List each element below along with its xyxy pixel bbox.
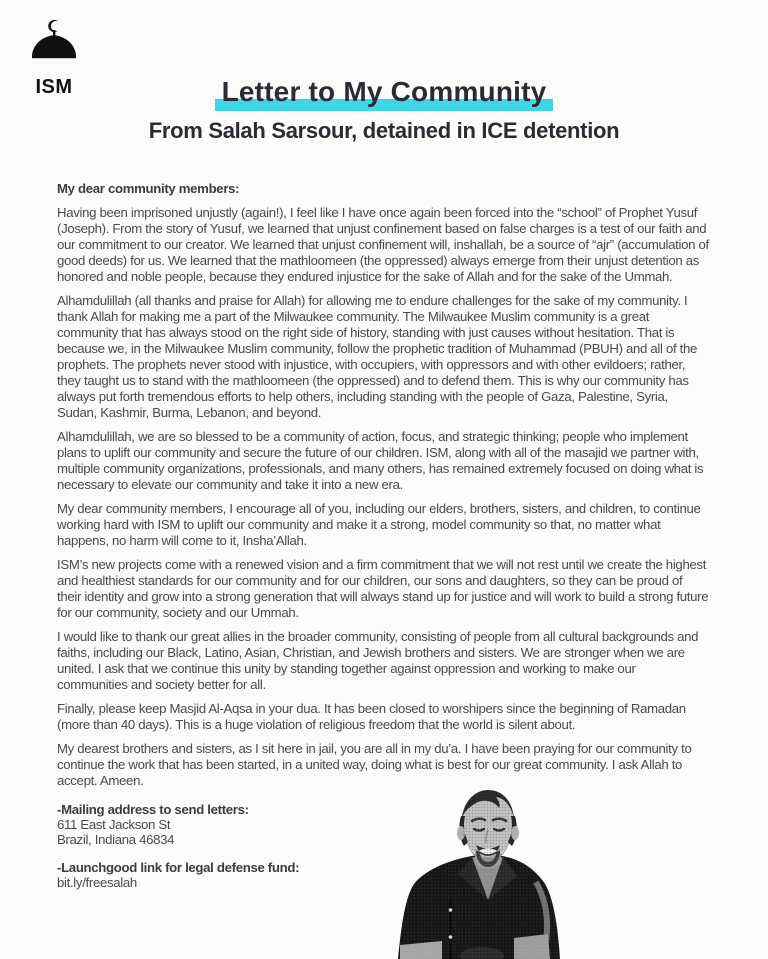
letter-paragraph: My dearest brothers and sisters, as I sit here in jail, you are all in my du’a. I have been praying for our community to continue the work that has been started, in a united way, doing what is best for our great community. I ask Allah to accept. Ameen. bbox=[57, 741, 692, 788]
crescent-icon bbox=[47, 19, 61, 37]
portrait-photo-graphic bbox=[396, 788, 562, 959]
mailing-address-line: 611 East Jackson St bbox=[57, 816, 171, 832]
page-subtitle: From Salah Sarsour, detained in ICE detention bbox=[148, 118, 620, 143]
letter-paragraph: Alhamdulillah, we are so blessed to be a community of action, focus, and strategic thinking; people who implement plans to uplift our community and secure the future of our children. ISM, along with all of the masajid we partner with, multiple community organizations, professionals, and many others, has remained extremely focused on doing what is necessary to elevate our community and take it into a new era. bbox=[57, 429, 704, 492]
mailing-address-line: Brazil, Indiana 46834 bbox=[57, 831, 175, 847]
fund-heading: -Launchgood link for legal defense fund: bbox=[57, 860, 300, 876]
header bbox=[0, 76, 768, 144]
legal-defense-fund-block bbox=[57, 861, 709, 891]
logo-text: ISM bbox=[35, 76, 73, 98]
portrait-photo bbox=[396, 788, 562, 959]
mailing-address-heading: -Mailing address to send letters: bbox=[57, 802, 249, 817]
letter-paragraph: I would like to thank our great allies in the broader community, consisting of people from all cultural backgrounds and faiths, including our Black, Latino, Asian, Christian, and Jewish brothers and sisters. We are stronger when we are united. I ask that we continue this unity by standing together against oppression and working to make our communities and society better for all. bbox=[57, 629, 699, 692]
letter-paragraph: My dear community members, I encourage all of you, including our elders, brothers, sisters, and children, to continue working hard with ISM to uplift our community and make it a strong, model community so that, no matter what happens, no harm will come to it, Insha’Allah. bbox=[57, 501, 701, 548]
letter-body bbox=[57, 181, 709, 891]
letter-paragraph: Having been imprisoned unjustly (again!), I feel like I have once again been forced into the “school” of Prophet Yusuf (Joseph). From the story of Yusuf, we learned that unjust confinement based on false charges is a test of our faith and our commitment to our creator. We learned that unjust confinement will, inshallah, be a source of “ajr” (accumulation of good deeds) for us. We learned that the mathloomeen (the oppressed) always emerge from their unjust detention as honored and noble people, because they endured injustice for the sake of Allah and for the sake of the Ummah. bbox=[57, 205, 709, 284]
letter-paragraph: ISM’s new projects come with a renewed vision and a firm commitment that we will not rest until we create the highest and healthiest standards for our community and for our children, our sons and daughters, so they can be proud of their identity and grow into a strong generation that will always stand up for justice and will work to build a strong future for our community, society and our Ummah. bbox=[57, 557, 709, 620]
mailing-address-block bbox=[57, 803, 709, 847]
letter-paragraph: Alhamdulillah (all thanks and praise for Allah) for allowing me to endure challenges for the sake of my community. I thank Allah for making me a part of the Milwaukee community. The Milwaukee Muslim community is a great community that has always stood on the right side of history, standing with just causes without hesitation. That is because we, in the Milwaukee Muslim community, follow the prophetic tradition of Muhammad (PBUH) and all of the prophets. The prophets never stood with injustice, with occupiers, with oppressors and with other evildoers; rather, they taught us to stand with the mathloomeen (the oppressed) and to defend them. This is why our community has always put forth tremendous efforts to help others, including standing with the people of Gaza, Palestine, Syria, Sudan, Kashmir, Burma, Lebanon, and beyond. bbox=[57, 293, 698, 420]
page-title: Letter to My Community bbox=[221, 76, 547, 107]
letter-greeting: My dear community members: bbox=[57, 181, 240, 196]
fund-link[interactable]: bit.ly/freesalah bbox=[57, 875, 137, 891]
mosque-dome-icon bbox=[26, 18, 82, 78]
letter-paragraph: Finally, please keep Masjid Al-Aqsa in your dua. It has been closed to worshipers since the beginning of Ramadan (more than 40 days). This is a huge violation of religious freedom that the world is silent about. bbox=[57, 701, 686, 732]
